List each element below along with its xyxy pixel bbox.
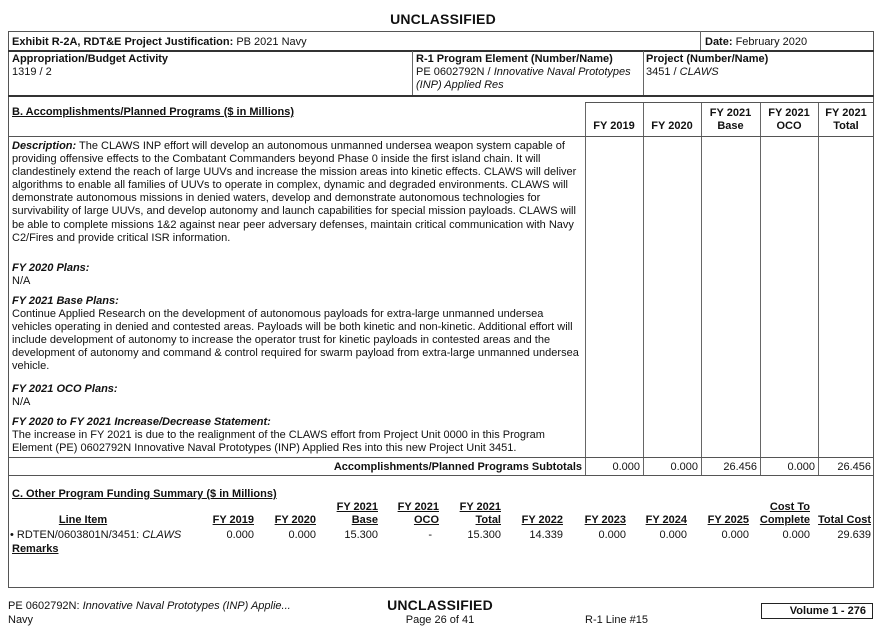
c-value-fy2020: 0.000 <box>288 529 316 541</box>
divider <box>8 50 874 52</box>
fy2020-plans <box>12 262 584 288</box>
date-value: February 2020 <box>735 36 808 48</box>
col-header-fy2019: FY 2019 <box>593 120 635 132</box>
program-element-name-cont: (INP) Applied Res <box>416 79 504 91</box>
c-value-fy2022: 14.339 <box>529 529 563 541</box>
fy2021-oco-plans-text: N/A <box>12 396 31 409</box>
fy2021-oco-plans-label: FY 2021 OCO Plans: <box>12 383 118 395</box>
footer-pe-name: Innovative Naval Prototypes (INP) Applie... <box>82 600 291 612</box>
divider <box>8 95 874 97</box>
c-col-header-fy2023: FY 2023 <box>584 514 626 526</box>
remarks-label: Remarks <box>12 543 59 555</box>
section-b-title: B. Accomplishments/Planned Programs ($ in Millions) <box>12 106 294 118</box>
project-label: Project (Number/Name) <box>646 53 769 65</box>
date-field <box>705 36 807 49</box>
appropriation-block <box>12 53 168 79</box>
subtotals-label: Accomplishments/Planned Programs Subtotals <box>333 461 582 473</box>
divider <box>585 102 874 103</box>
divider <box>8 475 874 476</box>
col-header-fy2021-total: FY 2021 Total <box>825 107 867 132</box>
c-line-item-name: CLAWS <box>142 529 182 541</box>
increase-decrease-statement <box>12 416 584 455</box>
fy2020-plans-label: FY 2020 Plans: <box>12 262 90 274</box>
fy2021-base-plans <box>12 295 584 374</box>
c-value-fy2021-base: 15.300 <box>344 529 378 541</box>
fy2020-plans-text: N/A <box>12 275 31 288</box>
subtotal-fy2021-oco: 0.000 <box>787 461 815 473</box>
divider <box>585 102 586 475</box>
c-value-fy2024: 0.000 <box>659 529 687 541</box>
fy2021-oco-plans <box>12 383 584 409</box>
c-value-fy2021-total: 15.300 <box>467 529 501 541</box>
appropriation-value: 1319 / 2 <box>12 66 52 78</box>
subtotal-fy2021-total: 26.456 <box>837 461 871 473</box>
exhibit-title <box>12 36 307 49</box>
subtotal-fy2021-base: 26.456 <box>723 461 757 473</box>
col-header-fy2021-oco: FY 2021 OCO <box>768 107 810 132</box>
divider <box>8 457 874 458</box>
classification-footer: UNCLASSIFIED <box>387 597 493 613</box>
project-number: 3451 / <box>646 66 677 78</box>
c-col-header-fy2021-oco: FY 2021 OCO <box>397 501 439 526</box>
c-line-item <box>10 529 181 542</box>
col-header-fy2020: FY 2020 <box>651 120 693 132</box>
c-col-header-fy2025: FY 2025 <box>707 514 749 526</box>
divider <box>760 102 761 475</box>
divider <box>643 51 644 95</box>
footer-service: Navy <box>8 614 34 626</box>
subtotal-fy2020: 0.000 <box>670 461 698 473</box>
appropriation-label: Appropriation/Budget Activity <box>12 53 169 65</box>
c-value-fy2025: 0.000 <box>721 529 749 541</box>
exhibit-value: PB 2021 Navy <box>236 36 307 48</box>
project-block <box>646 53 768 79</box>
c-col-header-fy2021-total: FY 2021 Total <box>459 501 501 526</box>
divider <box>701 102 702 475</box>
footer-program-element <box>8 600 291 613</box>
program-element-name: Innovative Naval Prototypes <box>493 66 631 78</box>
section-c-title: C. Other Program Funding Summary ($ in Millions) <box>12 488 277 500</box>
program-element-label: R-1 Program Element (Number/Name) <box>416 53 613 65</box>
project-name: CLAWS <box>679 66 719 78</box>
c-col-header-line-item: Line Item <box>58 514 108 526</box>
description-text: The CLAWS INP effort will develop an autonomous unmanned undersea weapon system capable of providing offensive effects to the Combatant Commanders beyond Phase 0 inside the first island chain. It will clandestinely extend the reach of large UUVs and increase the mission areas into kinetic effects. CLAWS will deliver algorithms to enable all families of UUVs to operate in complex, dynamic and degraded environments. CLAWS will demonstrate autonomous missions in denied waters, develop and demonstrate autonomous technologies for survivability of large UUVs, and develop autonomy and launch capabilities for special mission payloads. CLAWS will be able to complete missions 1&2 against near peer adversary defenses, maintain critical communication with Navy C2/Fires and provide critical ISR information. <box>12 140 577 244</box>
col-header-fy2021-base: FY 2021 Base <box>709 107 752 132</box>
divider <box>700 31 701 50</box>
c-value-fy2021-oco: - <box>428 529 432 541</box>
c-col-header-cost-to-complete: Cost To Complete <box>759 501 810 526</box>
divider <box>818 102 819 475</box>
c-value-total-cost: 29.639 <box>837 529 871 541</box>
fy2021-base-plans-text: Continue Applied Research on the development of autonomous payloads for extra-large unmanned undersea vehicles operating in denied and contested areas. Payloads will be both kinetic and non-kinetic. Additional effort will include development of autonomy to increase the operator trust for kinetic payloads in contested areas and the development of autonomy and command & control required for swarm payload from extra-large unmanned undersea vehicle. <box>12 308 579 373</box>
footer-volume-box: Volume 1 - 276 <box>761 603 873 619</box>
c-value-cost-to-complete: 0.000 <box>782 529 810 541</box>
footer-pe-number: PE 0602792N: <box>8 600 80 612</box>
divider <box>8 136 874 137</box>
divider <box>412 51 413 95</box>
c-col-header-fy2019: FY 2019 <box>212 514 254 526</box>
description-label: Description: <box>12 140 77 152</box>
description <box>12 140 584 245</box>
c-col-header-fy2021-base: FY 2021 Base <box>336 501 378 526</box>
c-col-header-fy2020: FY 2020 <box>274 514 316 526</box>
subtotal-fy2019: 0.000 <box>612 461 640 473</box>
c-col-header-fy2024: FY 2024 <box>645 514 687 526</box>
c-line-item-code: • RDTEN/0603801N/3451: <box>10 529 140 541</box>
increase-decrease-text: The increase in FY 2021 is due to the realignment of the CLAWS effort from Project Unit 0000 in this Program Element (PE) 0602792N Innovative Naval Prototypes (INP) Applied Res into this new Project Unit 3451. <box>12 429 545 455</box>
footer-r1-line: R-1 Line #15 <box>585 614 648 626</box>
program-element-number: PE 0602792N / <box>416 66 491 78</box>
c-col-header-total-cost: Total Cost <box>818 514 871 526</box>
increase-decrease-label: FY 2020 to FY 2021 Increase/Decrease Statement: <box>12 416 271 428</box>
c-col-header-fy2022: FY 2022 <box>521 514 563 526</box>
c-value-fy2019: 0.000 <box>226 529 254 541</box>
classification-header: UNCLASSIFIED <box>390 11 496 27</box>
exhibit-label: Exhibit R-2A, RDT&E Project Justification: <box>12 36 234 48</box>
date-label: Date: <box>705 36 733 48</box>
fy2021-base-plans-label: FY 2021 Base Plans: <box>12 295 119 307</box>
c-value-fy2023: 0.000 <box>598 529 626 541</box>
divider <box>643 102 644 475</box>
footer-page-number: Page 26 of 41 <box>405 614 475 626</box>
program-element-block <box>416 53 631 92</box>
